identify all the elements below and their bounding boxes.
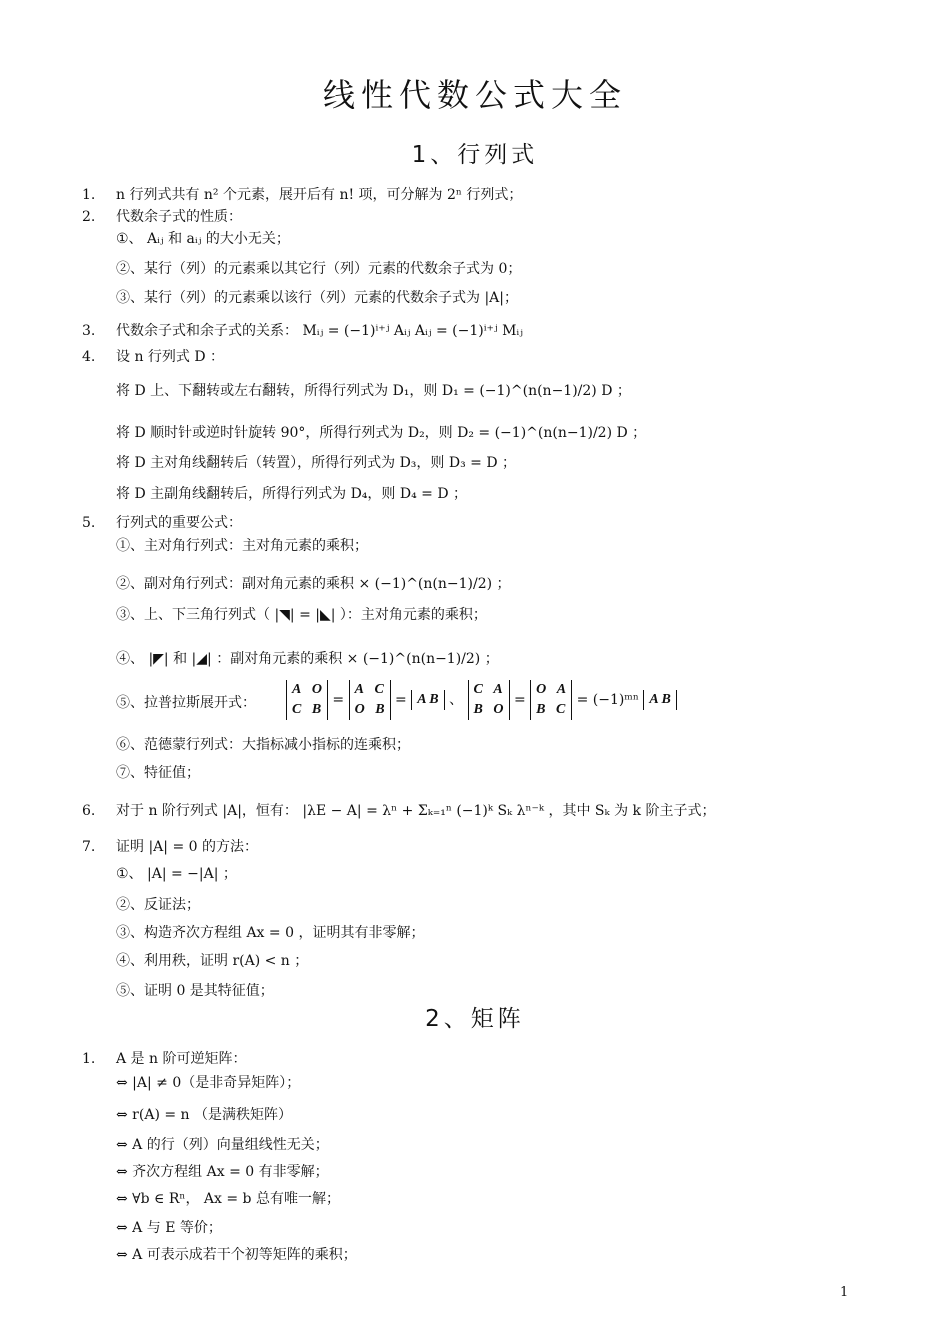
page-title: 线性代数公式大全 — [322, 76, 627, 114]
item-text: ⑥、范德蒙行列式：大指标减小指标的连乘积； — [116, 737, 410, 753]
item-text: 行列式的重要公式： — [116, 515, 242, 531]
item-number: 4. — [82, 349, 96, 365]
item-number: 1. — [82, 1051, 96, 1067]
laplace-product-2: A B — [643, 690, 676, 710]
item-text: 代数余子式的性质： — [116, 209, 242, 225]
item-text: ⇔ A 的行（列）向量组线性无关； — [116, 1137, 329, 1153]
laplace-matrix-2: A C O B — [349, 680, 391, 720]
item-text: ③、构造齐次方程组 Ax = 0 ，证明其有非零解； — [116, 925, 425, 941]
item-number: 7. — [82, 839, 96, 855]
item-number: 3. — [82, 323, 96, 339]
item-text: 证明 |A| = 0 的方法： — [116, 839, 258, 855]
item-text: ③、某行（列）的元素乘以该行（列）元素的代数余子式为 |A|； — [116, 290, 518, 306]
item-number: 6. — [82, 803, 96, 819]
item-text: ⇔ A 可表示成若干个初等矩阵的乘积； — [116, 1247, 357, 1263]
item-text: 代数余子式和余子式的关系： Mᵢⱼ = (−1)ⁱ⁺ʲ Aᵢⱼ Aᵢⱼ = (−1)ⁱ⁺ʲ Mᵢⱼ — [116, 323, 523, 339]
section-heading-matrix: 2、矩阵 — [425, 1006, 525, 1032]
laplace-matrix-1: A O C B — [286, 680, 328, 720]
item-text: ③、上、下三角行列式（ |◥| = |◣| ）：主对角元素的乘积； — [116, 607, 487, 623]
item-number: 1. — [82, 187, 96, 203]
item-text: ①、 |A| = −|A| ； — [116, 866, 237, 882]
item-text: 将 D 顺时针或逆时针旋转 90°，所得行列式为 D₂，则 D₂ = (−1)^(n(n−1)/2) D ； — [116, 425, 647, 441]
item-text: ⑦、特征值； — [116, 765, 200, 781]
item-text: ⑤、证明 0 是其特征值； — [116, 983, 274, 999]
item-text: ②、反证法； — [116, 897, 200, 913]
item-number: 5. — [82, 515, 96, 531]
item-text: n 行列式共有 n² 个元素，展开后有 n! 项，可分解为 2ⁿ 行列式； — [116, 187, 523, 203]
item-text: ②、某行（列）的元素乘以其它行（列）元素的代数余子式为 0； — [116, 261, 522, 277]
laplace-product-1: A B — [411, 690, 444, 710]
laplace-formula: A O C B = A C O B = A B 、 C A B O = O A B C = (−1)ᵐⁿ A B — [286, 680, 677, 720]
item-text: ⑤、拉普拉斯展开式： — [116, 695, 256, 711]
section-heading-determinant: 1、行列式 — [411, 142, 539, 168]
item-text: ⇔ |A| ≠ 0（是非奇异矩阵）； — [116, 1075, 301, 1091]
item-number: 2. — [82, 209, 96, 225]
item-text: ⇔ r(A) = n （是满秩矩阵） — [116, 1107, 293, 1123]
item-text: A 是 n 阶可逆矩阵： — [116, 1051, 247, 1067]
item-text: ①、主对角行列式：主对角元素的乘积； — [116, 538, 368, 554]
item-text: ⇔ ∀b ∈ Rⁿ， Ax = b 总有唯一解； — [116, 1191, 340, 1207]
item-text: ①、 Aᵢⱼ 和 aᵢⱼ 的大小无关； — [116, 231, 290, 247]
laplace-sign: (−1)ᵐⁿ — [592, 692, 639, 708]
item-text: ②、副对角行列式：副对角元素的乘积 × (−1)^(n(n−1)/2) ； — [116, 576, 511, 592]
item-text: ⇔ 齐次方程组 Ax = 0 有非零解； — [116, 1164, 329, 1180]
item-text: ⇔ A 与 E 等价； — [116, 1220, 222, 1236]
item-text: 将 D 主对角线翻转后（转置），所得行列式为 D₃，则 D₃ = D ； — [116, 455, 517, 471]
item-text: 设 n 行列式 D ： — [116, 349, 225, 365]
laplace-matrix-4: O A B C — [530, 680, 572, 720]
item-text: 将 D 主副角线翻转后，所得行列式为 D₄，则 D₄ = D ； — [116, 486, 468, 502]
laplace-matrix-3: C A B O — [468, 680, 510, 720]
laplace-separator: 、 — [449, 692, 464, 708]
page-number: 1 — [840, 1285, 849, 1300]
item-text: 将 D 上、下翻转或左右翻转，所得行列式为 D₁，则 D₁ = (−1)^(n(n−1)/2) D ； — [116, 383, 631, 399]
item-text: ④、利用秩，证明 r(A) < n ； — [116, 953, 309, 969]
item-text: ④、 |◤| 和 |◢| ：副对角元素的乘积 × (−1)^(n(n−1)/2) ； — [116, 651, 499, 667]
item-text: 对于 n 阶行列式 |A|，恒有： |λE − A| = λⁿ + Σₖ₌₁ⁿ (−1)ᵏ Sₖ λⁿ⁻ᵏ ，其中 Sₖ 为 k 阶主子式； — [116, 803, 716, 819]
